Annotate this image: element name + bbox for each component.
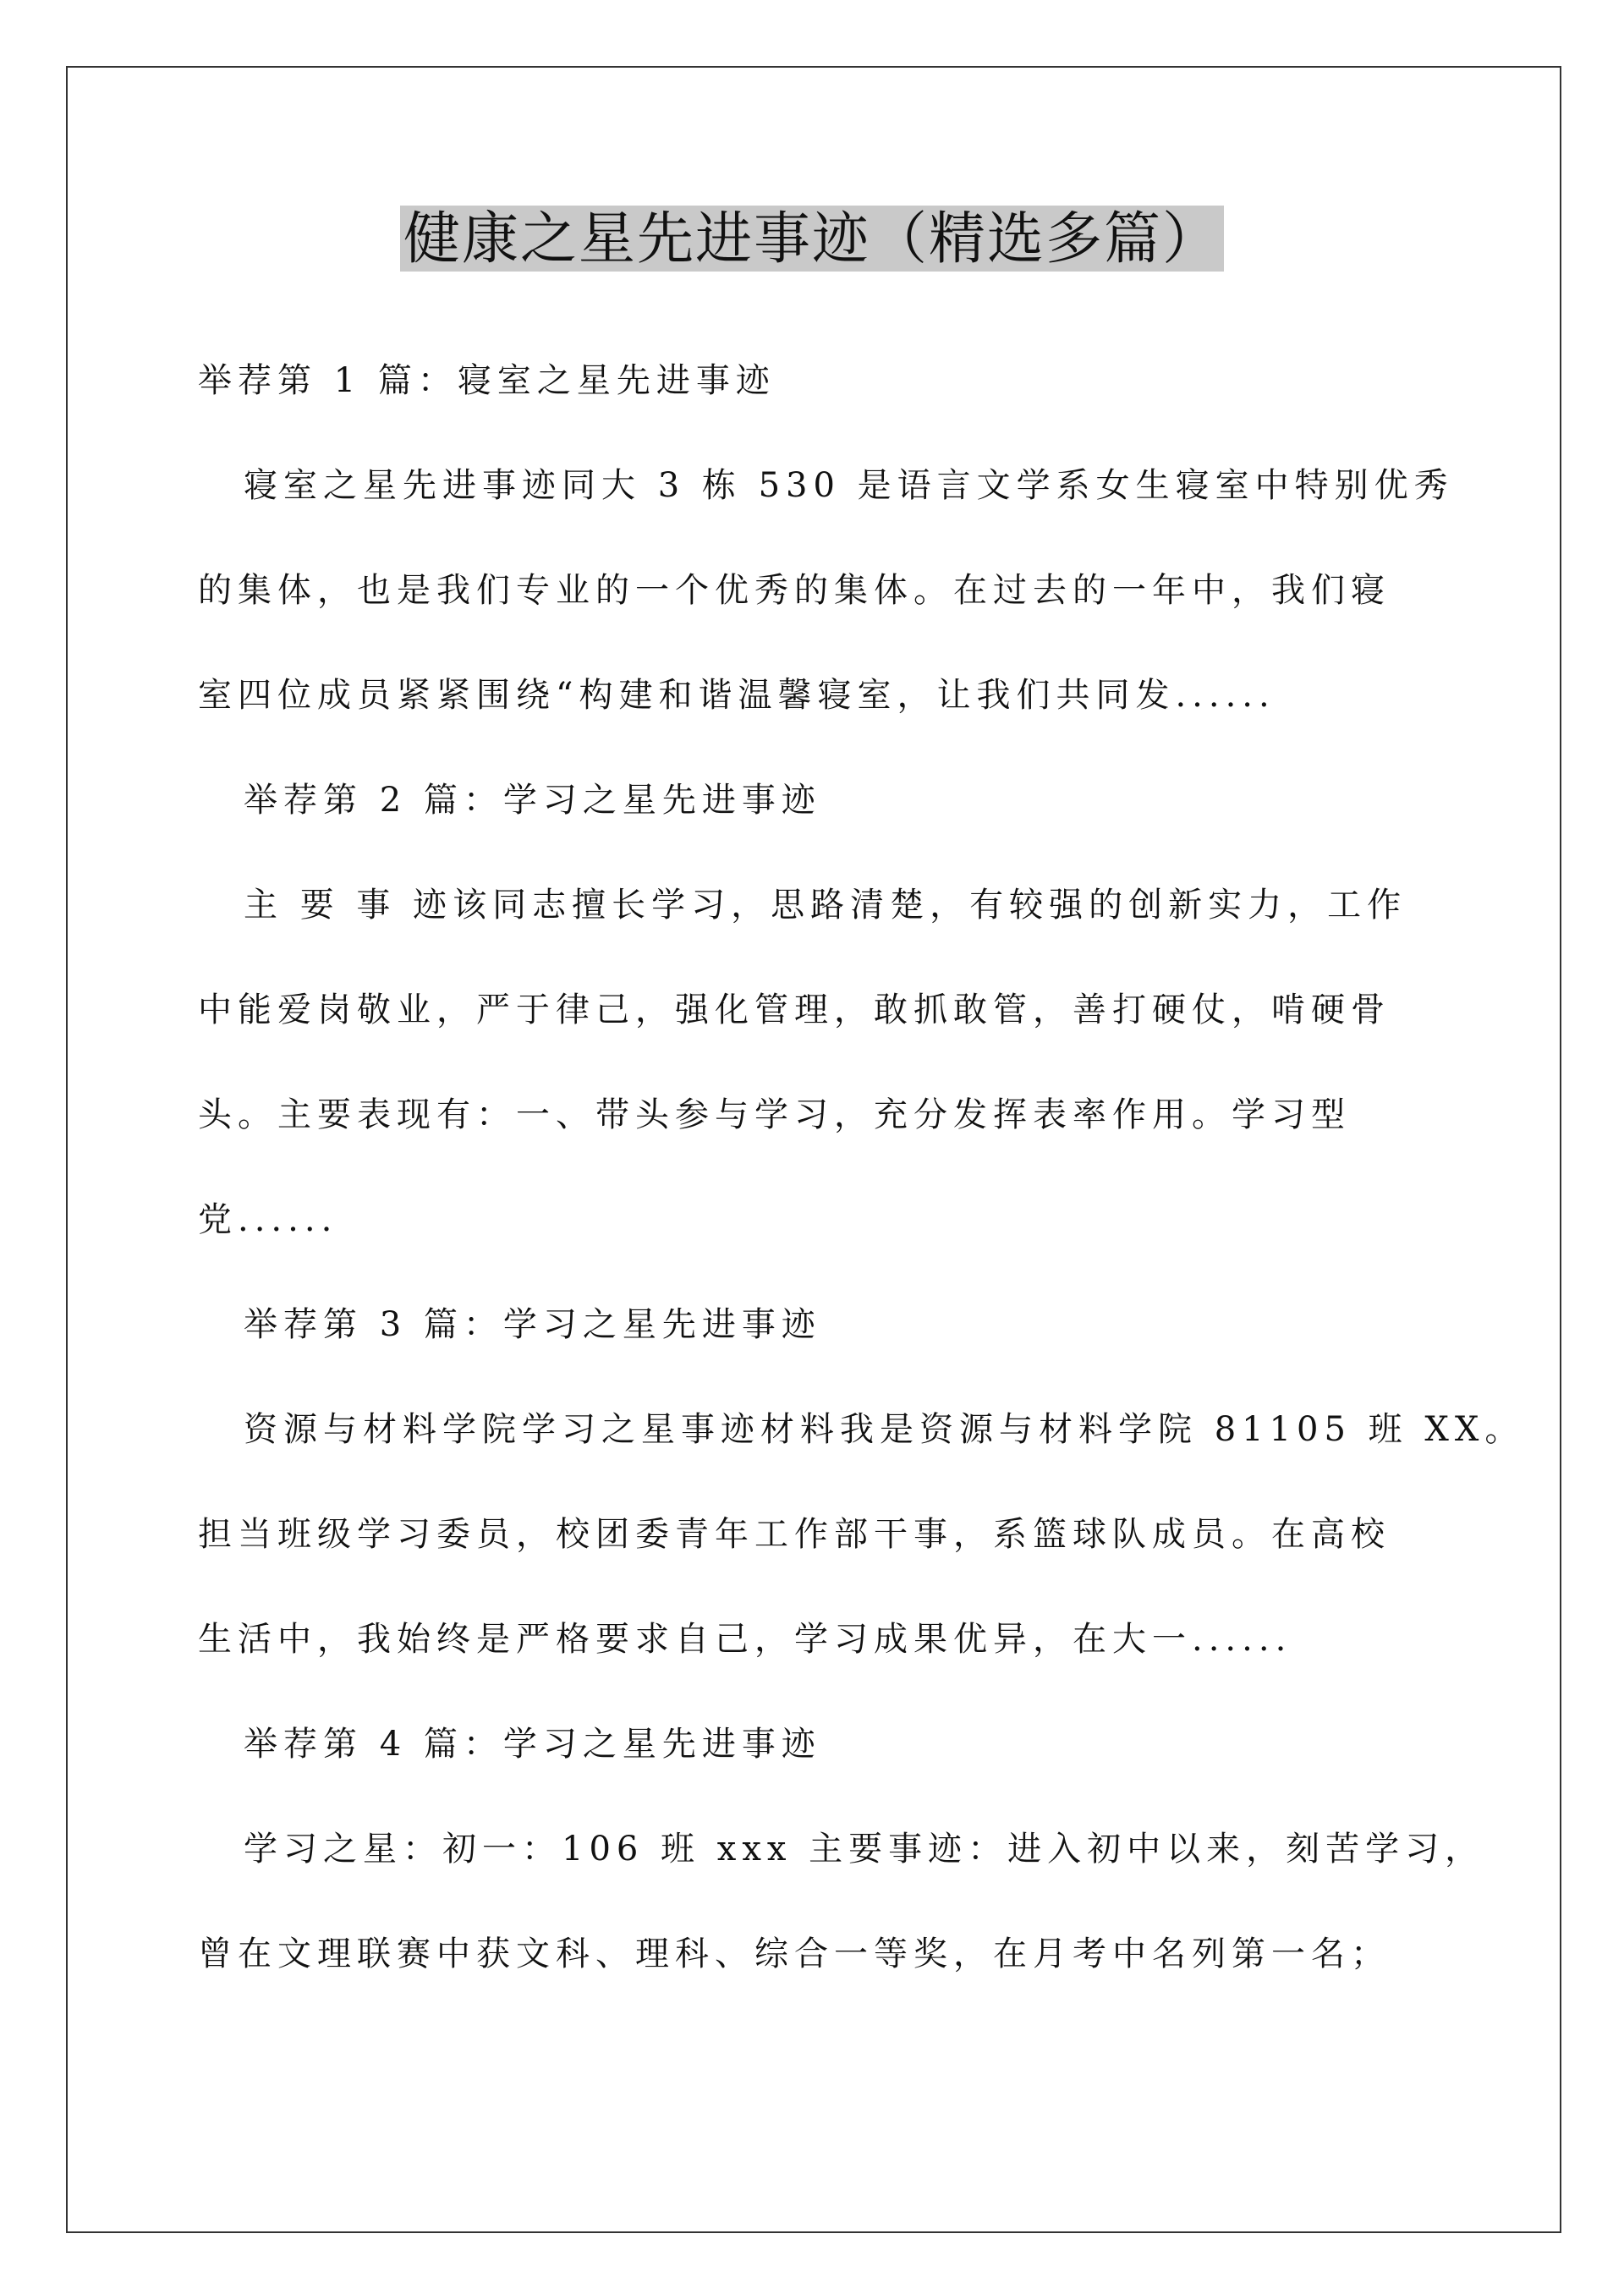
- paragraph-line: 主 要 事 迹该同志擅长学习，思路清楚，有较强的创新实力，工作: [244, 886, 1407, 925]
- recommendation-heading: 举荐第 4 篇：学习之星先进事迹: [244, 1725, 821, 1764]
- paragraph-line: 资源与材料学院学习之星事迹材料我是资源与材料学院 81105 班 XX。: [244, 1410, 1525, 1449]
- document-title: 健康之星先进事迹（精选多篇）: [400, 206, 1224, 272]
- paragraph-line: 的集体，也是我们专业的一个优秀的集体。在过去的一年中，我们寝: [198, 571, 1391, 610]
- paragraph-line: 中能爱岗敬业，严于律己，强化管理，敢抓敢管，善打硬仗，啃硬骨: [198, 991, 1391, 1029]
- paragraph-line: 党......: [198, 1200, 338, 1239]
- paragraph-line: 头。主要表现有：一、带头参与学习，充分发挥表率作用。学习型: [198, 1095, 1351, 1134]
- paragraph-line: 担当班级学习委员，校团委青年工作部干事，系篮球队成员。在高校: [198, 1515, 1391, 1554]
- document-title-wrapper: [0, 200, 1624, 277]
- recommendation-heading: 举荐第 3 篇：学习之星先进事迹: [244, 1305, 821, 1344]
- paragraph-line: 寝室之星先进事迹同大 3 栋 530 是语言文学系女生寝室中特别优秀: [244, 466, 1454, 505]
- recommendation-heading: 举荐第 1 篇：寝室之星先进事迹: [198, 361, 776, 400]
- recommendation-heading: 举荐第 2 篇：学习之星先进事迹: [244, 781, 821, 820]
- paragraph-line: 曾在文理联赛中获文科、理科、综合一等奖，在月考中名列第一名；: [198, 1935, 1391, 1973]
- paragraph-line: 室四位成员紧紧围绕“构建和谐温馨寝室，让我们共同发......: [198, 676, 1276, 715]
- paragraph-line: 生活中，我始终是严格要求自己，学习成果优异，在大一......: [198, 1620, 1292, 1659]
- paragraph-line: 学习之星：初一：106 班 xxx 主要事迹：进入初中以来，刻苦学习，: [244, 1830, 1485, 1869]
